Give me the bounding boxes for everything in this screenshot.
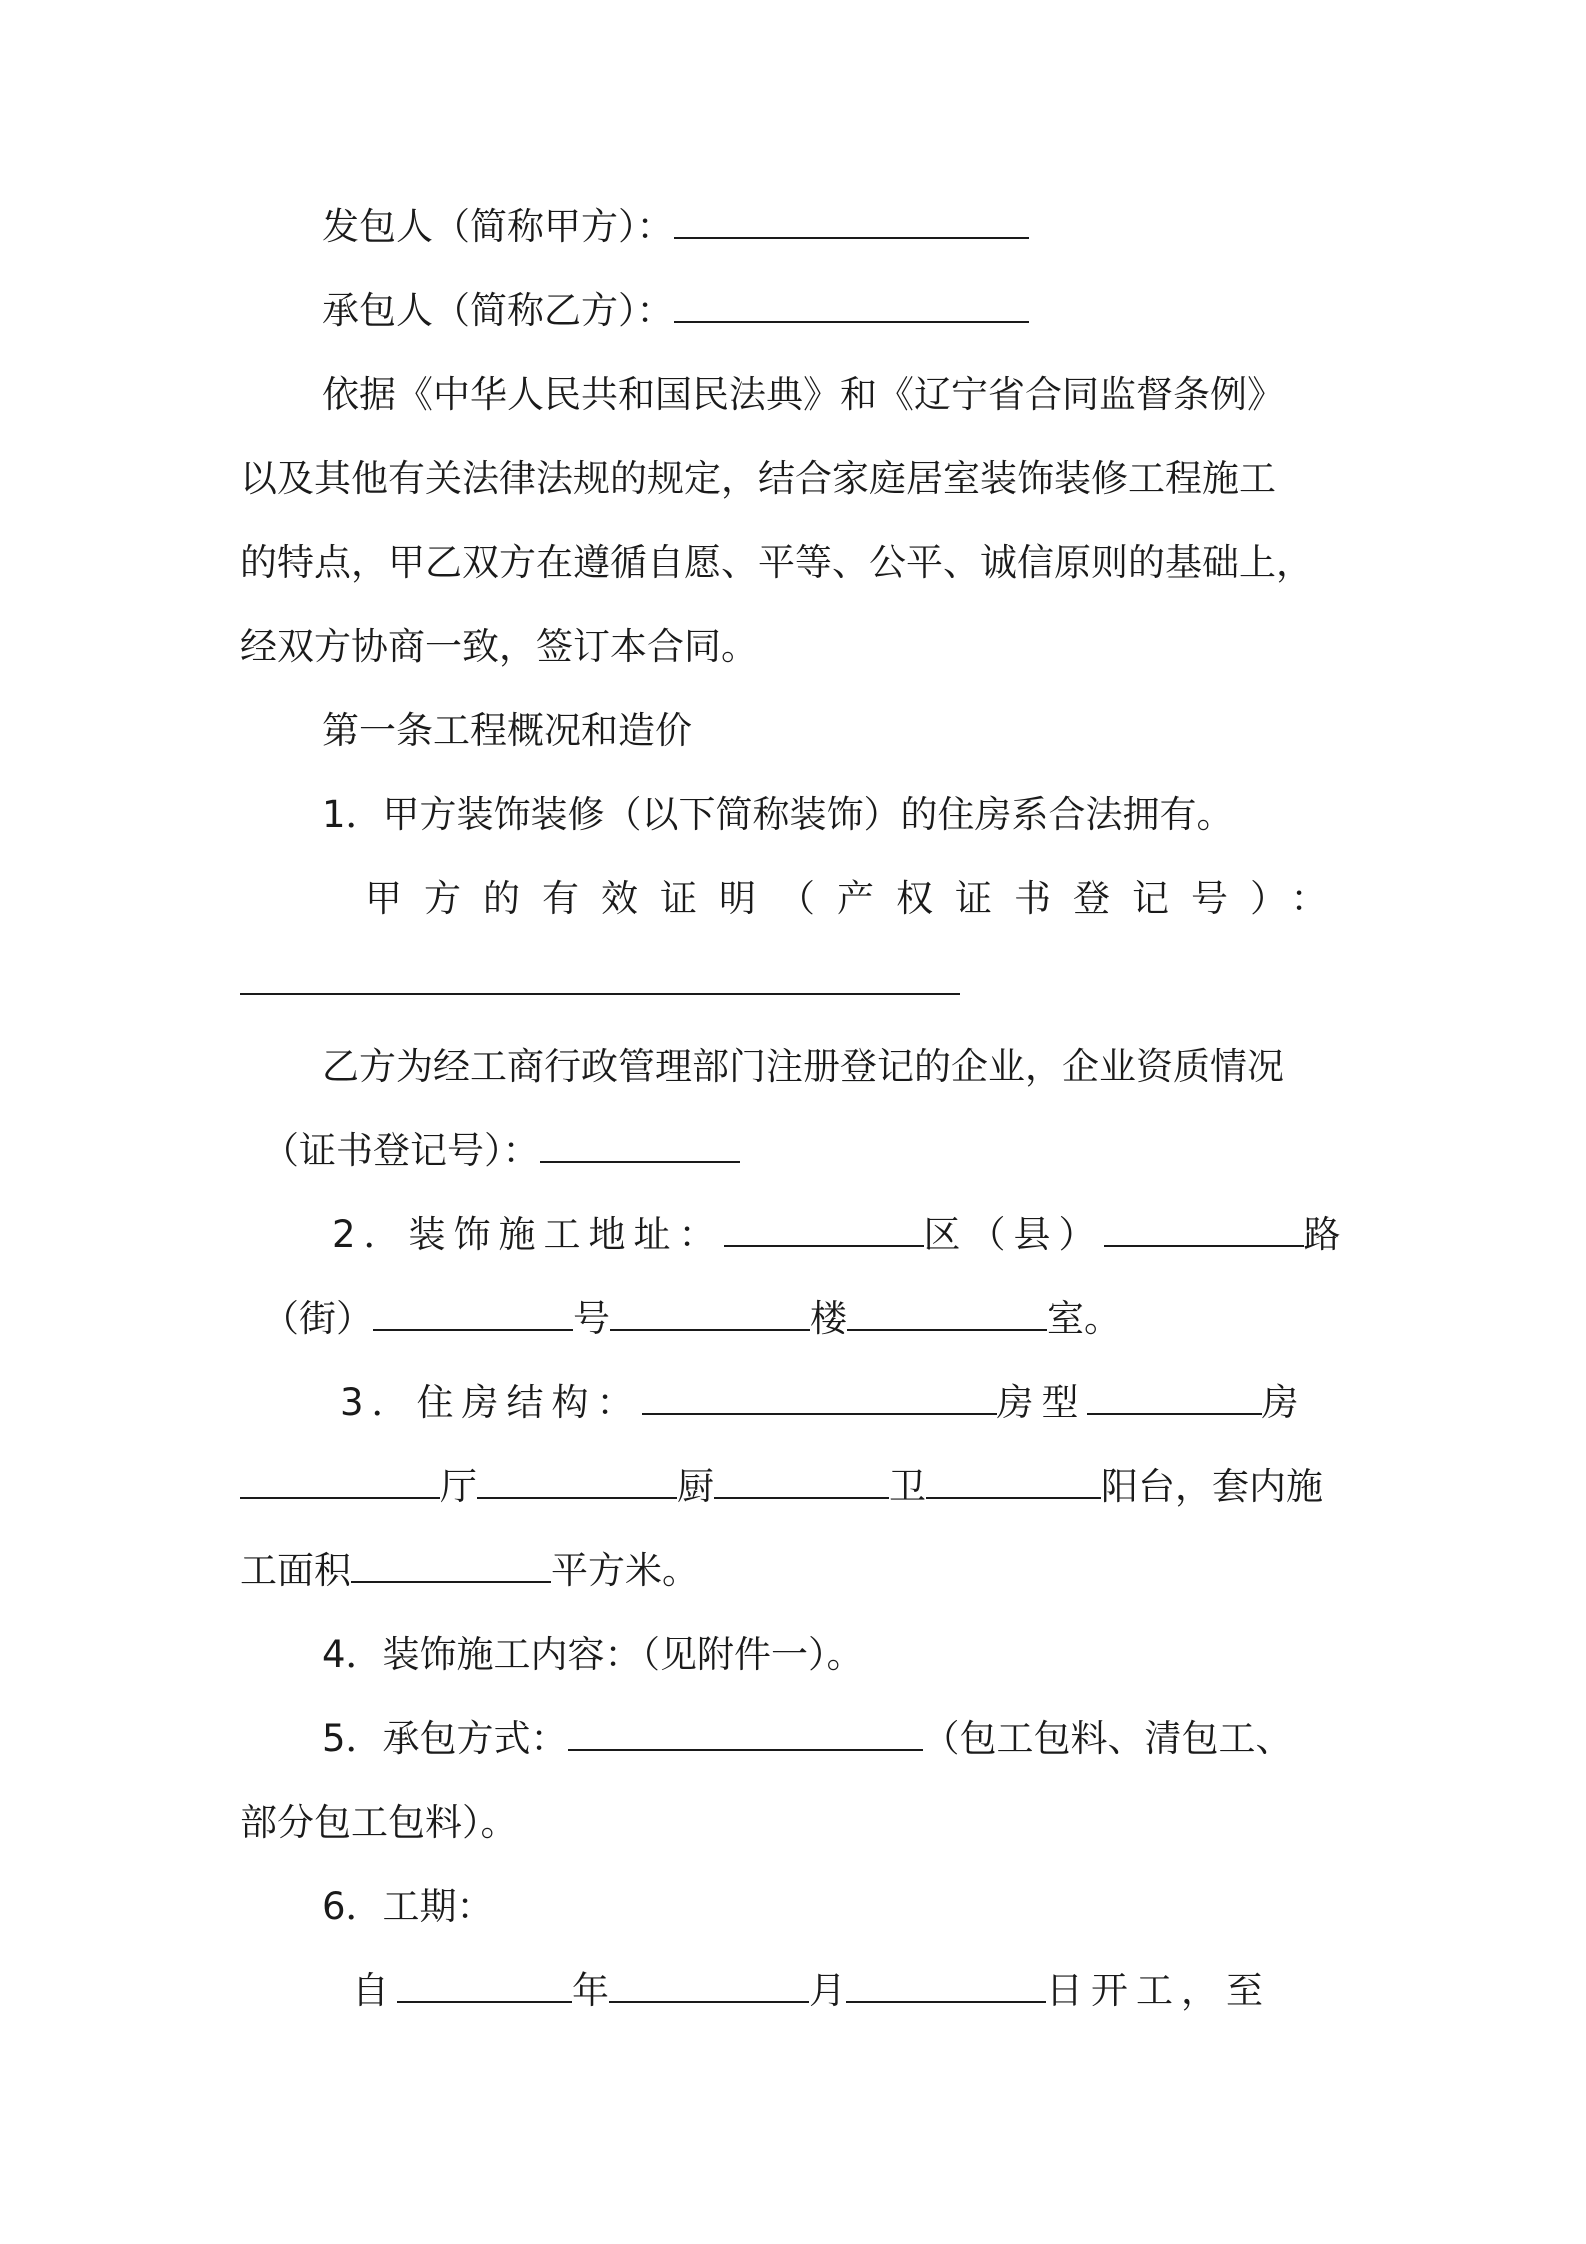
room-label: 室。 bbox=[1047, 1297, 1121, 1340]
item-3-line-3 bbox=[240, 1546, 1350, 1596]
district-blank[interactable] bbox=[724, 1215, 924, 1247]
item-1-cert-label: 甲方的有效证明（产权证书登记号）： bbox=[365, 877, 1350, 920]
item-3-label: 3．住房结构： bbox=[340, 1381, 642, 1424]
street-blank[interactable] bbox=[373, 1299, 573, 1331]
item-1-party-b-line-1: 乙方为经工商行政管理部门注册登记的企业，企业资质情况 bbox=[322, 1045, 1284, 1088]
party-b-line bbox=[240, 286, 1432, 336]
building-blank[interactable] bbox=[847, 1299, 1047, 1331]
number-blank[interactable] bbox=[610, 1299, 810, 1331]
balcony-blank[interactable] bbox=[926, 1467, 1101, 1499]
item-1-cert-blank-line bbox=[240, 958, 1350, 1008]
item-3-line bbox=[240, 1378, 1350, 1428]
district-label: 区（县） bbox=[923, 1213, 1104, 1256]
item-1-party-b-line-2 bbox=[240, 1126, 1372, 1176]
party-b-label: 承包人（简称乙方）： bbox=[322, 289, 674, 332]
street-label: （街） bbox=[262, 1297, 373, 1340]
road-blank[interactable] bbox=[1104, 1215, 1304, 1247]
party-a-label: 发包人（简称甲方）： bbox=[322, 205, 674, 248]
start-label: 日开工， bbox=[1046, 1969, 1226, 2012]
to-label: 至 bbox=[1226, 1969, 1263, 2012]
item-1: 1．甲方装饰装修（以下简称装饰）的住房系合法拥有。 bbox=[322, 793, 1234, 836]
cert-number-blank[interactable] bbox=[240, 963, 960, 995]
type-blank[interactable] bbox=[1087, 1383, 1262, 1415]
room-count-label: 房 bbox=[1261, 1381, 1299, 1424]
hall-label: 厅 bbox=[440, 1465, 477, 1508]
item-5-line bbox=[240, 1714, 1432, 1764]
item-2-line bbox=[240, 1210, 1350, 1260]
bath-label: 卫 bbox=[889, 1465, 926, 1508]
item-6-period-line bbox=[240, 1966, 1350, 2016]
area-unit: 平方米。 bbox=[551, 1549, 699, 1592]
party-b-blank[interactable] bbox=[674, 291, 1029, 323]
item-1-cert-line bbox=[240, 874, 1365, 924]
cert-reg-blank[interactable] bbox=[540, 1131, 740, 1163]
building-label: 楼 bbox=[810, 1297, 847, 1340]
area-blank[interactable] bbox=[351, 1551, 551, 1583]
item-2-label: 2．装饰施工地址： bbox=[332, 1213, 724, 1256]
hall-blank[interactable] bbox=[240, 1467, 440, 1499]
item-5-line-2: 部分包工包料）。 bbox=[240, 1801, 518, 1844]
article-1-title: 第一条工程概况和造价 bbox=[322, 709, 692, 752]
party-a-line bbox=[240, 202, 1432, 252]
basis-line-1: 依据《中华人民共和国民法典》和《辽宁省合同监督条例》 bbox=[322, 373, 1284, 416]
start-year-blank[interactable] bbox=[397, 1971, 572, 2003]
basis-line-2: 以及其他有关法律法规的规定，结合家庭居室装饰装修工程施工 bbox=[240, 457, 1276, 500]
party-a-blank[interactable] bbox=[674, 207, 1029, 239]
kitchen-label: 厨 bbox=[677, 1465, 714, 1508]
item-4: 4．装饰施工内容：（见附件一）。 bbox=[322, 1633, 864, 1676]
type-label: 房型 bbox=[996, 1381, 1087, 1424]
start-month-blank[interactable] bbox=[609, 1971, 809, 2003]
month-label: 月 bbox=[809, 1969, 846, 2012]
road-label: 路 bbox=[1303, 1213, 1341, 1256]
number-label: 号 bbox=[573, 1297, 610, 1340]
item-3-line-2 bbox=[240, 1462, 1350, 1512]
year-label: 年 bbox=[572, 1969, 609, 2012]
area-label: 工面积 bbox=[240, 1549, 351, 1592]
from-label: 自 bbox=[352, 1969, 397, 2012]
basis-line-3: 的特点，甲乙双方在遵循自愿、平等、公平、诚信原则的基础上， bbox=[240, 541, 1313, 584]
contract-mode-blank[interactable] bbox=[568, 1719, 923, 1751]
item-2-line-2 bbox=[240, 1294, 1372, 1344]
item-5-options: （包工包料、清包工、 bbox=[922, 1717, 1293, 1760]
basis-line-4: 经双方协商一致，签订本合同。 bbox=[240, 625, 758, 668]
item-6: 6．工期： bbox=[322, 1885, 494, 1928]
kitchen-blank[interactable] bbox=[477, 1467, 677, 1499]
bath-blank[interactable] bbox=[714, 1467, 889, 1499]
start-day-blank[interactable] bbox=[846, 1971, 1046, 2003]
structure-blank[interactable] bbox=[642, 1383, 997, 1415]
balcony-label: 阳台，套内施 bbox=[1101, 1465, 1323, 1508]
cert-reg-label: （证书登记号）： bbox=[262, 1129, 540, 1172]
item-5-label: 5．承包方式： bbox=[322, 1717, 568, 1760]
